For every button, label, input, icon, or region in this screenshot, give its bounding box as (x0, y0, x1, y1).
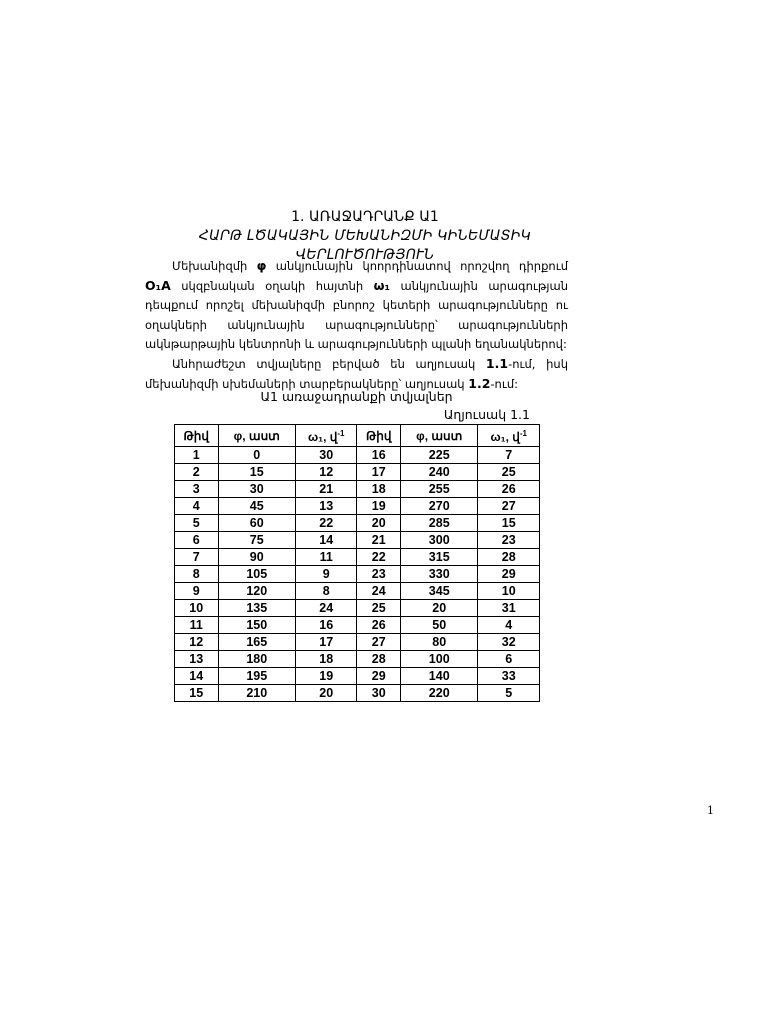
table-cell: 27 (357, 634, 401, 651)
table-cell: 8 (295, 583, 357, 600)
header-number: Թիվ (175, 425, 219, 447)
table-cell: 9 (295, 566, 357, 583)
table-cell: 11 (175, 617, 219, 634)
table-cell: 29 (478, 566, 540, 583)
section-title: 1. ԱՌԱՋԱԴՐԱՆՔ Ա1 (291, 209, 439, 225)
table-cell: 23 (357, 566, 401, 583)
table-cell: 7 (175, 549, 219, 566)
table-cell: 13 (295, 498, 357, 515)
table-cell: 3 (175, 481, 219, 498)
table-row (175, 634, 540, 651)
table-cell: 25 (478, 464, 540, 481)
header-omega (295, 425, 357, 447)
table-title: Ա1 առաջադրանքի տվյալներ (260, 389, 453, 404)
table-cell: 20 (357, 515, 401, 532)
text-run: անկյունային արագության դեպքում որոշել մեխանիզմի բնորոշ կետերի արագությունները ու օղակների անկյունային արագությունները՝ արագությունների ակնթարթային կենտրոնի և արագությունների պլանի եղանակներով: (145, 279, 569, 351)
header-omega-exponent: -1 (519, 429, 527, 438)
table-cell: 16 (357, 447, 401, 464)
table-cell: 6 (175, 532, 219, 549)
table-row (175, 481, 540, 498)
table-cell: 330 (401, 566, 478, 583)
table-cell: 195 (218, 668, 295, 685)
table-row (175, 566, 540, 583)
table-row (175, 549, 540, 566)
table-cell: 5 (478, 685, 540, 702)
data-table (174, 424, 540, 702)
table-cell: 27 (478, 498, 540, 515)
table-cell: 32 (478, 634, 540, 651)
table-cell: 28 (478, 549, 540, 566)
table-reference: 1.2 (468, 376, 491, 392)
table-cell: 33 (478, 668, 540, 685)
table-cell: 10 (478, 583, 540, 600)
table-cell: 28 (357, 651, 401, 668)
text-run: Մեխանիզմի (172, 259, 257, 273)
table-cell: 8 (175, 566, 219, 583)
table-cell: 20 (295, 685, 357, 702)
header-omega-exponent: -1 (337, 429, 345, 438)
table-cell: 75 (218, 532, 295, 549)
table-row (175, 515, 540, 532)
table-cell: 90 (218, 549, 295, 566)
table-cell: 210 (218, 685, 295, 702)
table-cell: 24 (295, 600, 357, 617)
table-cell: 300 (401, 532, 478, 549)
table-cell: 15 (175, 685, 219, 702)
table-row (175, 651, 540, 668)
table-cell: 1 (175, 447, 219, 464)
table-row (175, 532, 540, 549)
table-cell: 26 (478, 481, 540, 498)
table-cell: 285 (401, 515, 478, 532)
table-cell: 22 (357, 549, 401, 566)
table-cell: 2 (175, 464, 219, 481)
table-cell: 45 (218, 498, 295, 515)
task-paragraph (145, 256, 568, 354)
table-row (175, 464, 540, 481)
table-cell: 23 (478, 532, 540, 549)
table-cell: 4 (478, 617, 540, 634)
table-cell: 21 (295, 481, 357, 498)
text-run: սկզբնական օղակի հայտնի (170, 279, 374, 294)
table-cell: 14 (295, 532, 357, 549)
table-cell: 60 (218, 515, 295, 532)
table-cell: 6 (478, 651, 540, 668)
table-cell: 150 (218, 617, 295, 634)
header-omega (478, 425, 540, 447)
table-cell: 225 (401, 447, 478, 464)
table-cell: 165 (218, 634, 295, 651)
table-row (175, 583, 540, 600)
table-cell: 9 (175, 583, 219, 600)
table-cell: 15 (218, 464, 295, 481)
link-label: O₁A (145, 278, 171, 294)
table-cell: 13 (175, 651, 219, 668)
table-cell: 18 (295, 651, 357, 668)
header-phi: φ, աստ (218, 425, 295, 447)
header-number: Թիվ (357, 425, 401, 447)
table-cell: 220 (401, 685, 478, 702)
table-cell: 0 (218, 447, 295, 464)
table-cell: 25 (357, 600, 401, 617)
page-number: 1 (707, 804, 714, 817)
table-cell: 18 (357, 481, 401, 498)
table-cell: 345 (401, 583, 478, 600)
header-omega-text: ω₁, վ (307, 430, 338, 444)
table-cell: 30 (295, 447, 357, 464)
table-row (175, 447, 540, 464)
table-cell: 180 (218, 651, 295, 668)
table-cell: 135 (218, 600, 295, 617)
table-cell: 19 (295, 668, 357, 685)
table-cell: 50 (401, 617, 478, 634)
table-cell: 24 (357, 583, 401, 600)
table-cell: 19 (357, 498, 401, 515)
table-cell: 17 (295, 634, 357, 651)
table-cell: 10 (175, 600, 219, 617)
table-cell: 16 (295, 617, 357, 634)
table-row (175, 685, 540, 702)
table-cell: 100 (401, 651, 478, 668)
table-row (175, 498, 540, 515)
table-reference: 1.1 (485, 356, 509, 372)
text-run: անկյունային կոորդինատով որոշվող դիրքում (266, 259, 568, 273)
text-run: Անհրաժեշտ տվյալները բերված են աղյուսակ (172, 357, 486, 372)
table-cell: 14 (175, 668, 219, 685)
table-body (175, 447, 540, 702)
table-cell: 22 (295, 515, 357, 532)
table-cell: 120 (218, 583, 295, 600)
table-row (175, 617, 540, 634)
body-text (145, 256, 568, 394)
table-cell: 20 (401, 600, 478, 617)
table-cell: 12 (295, 464, 357, 481)
table-row (175, 600, 540, 617)
table-cell: 26 (357, 617, 401, 634)
table-cell: 11 (295, 549, 357, 566)
table-cell: 105 (218, 566, 295, 583)
table-cell: 255 (401, 481, 478, 498)
table-cell: 315 (401, 549, 478, 566)
table-cell: 240 (401, 464, 478, 481)
table-cell: 21 (357, 532, 401, 549)
text-run: -ում: (490, 377, 519, 392)
table-cell: 4 (175, 498, 219, 515)
table-cell: 80 (401, 634, 478, 651)
table-cell: 30 (218, 481, 295, 498)
table-cell: 31 (478, 600, 540, 617)
table-header-row (175, 425, 540, 447)
table-cell: 270 (401, 498, 478, 515)
table-cell: 29 (357, 668, 401, 685)
text-run: -ում, իսկ մեխանիզմի սխեմաների տարբերակները՝ աղյուսակ (145, 357, 568, 392)
omega-symbol: ω₁ (373, 278, 390, 294)
table-number: Աղյուսակ 1.1 (443, 407, 530, 422)
section-subtitle: ՀԱՐԹ ԼԾԱԿԱՅԻՆ ՄԵԽԱՆԻԶՄԻ ԿԻՆԵՄԱՏԻԿ ՎԵՐԼՈՒԾՈՒԹՅՈՒՆ (198, 228, 532, 263)
header-phi: φ, աստ (401, 425, 478, 447)
table-cell: 5 (175, 515, 219, 532)
table-cell: 7 (478, 447, 540, 464)
header-omega-text: ω₁, վ (490, 430, 520, 444)
table-cell: 15 (478, 515, 540, 532)
table-cell: 12 (175, 634, 219, 651)
table-cell: 30 (357, 685, 401, 702)
table-cell: 140 (401, 668, 478, 685)
table-row (175, 668, 540, 685)
phi-symbol: φ (256, 258, 267, 273)
table-cell: 17 (357, 464, 401, 481)
